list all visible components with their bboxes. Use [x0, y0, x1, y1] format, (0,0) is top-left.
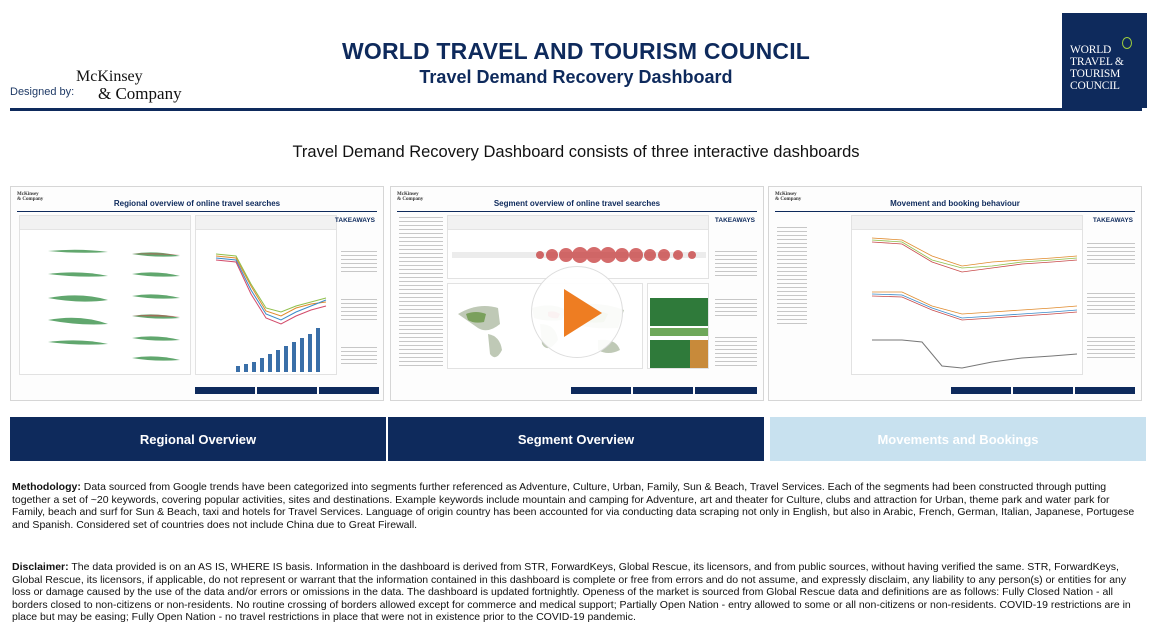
preview-treemap — [648, 284, 710, 370]
preview-takeaways-label: TAKEAWAYS — [334, 217, 375, 224]
preview-takeaway-text — [1087, 337, 1135, 359]
preview-nav-regional — [1013, 387, 1073, 394]
preview-logo: McKinsey & Company — [17, 192, 44, 202]
preview-title: Regional overview of online travel searches — [113, 199, 281, 208]
preview-logo: McKinsey & Company — [397, 192, 424, 202]
wttc-logo-line: TRAVEL & — [1070, 56, 1124, 68]
preview-logo: McKinsey & Company — [775, 192, 802, 202]
preview-divider — [397, 211, 757, 212]
wttc-logo-line: TOURISM — [1070, 68, 1121, 80]
preview-takeaways-label: TAKEAWAYS — [714, 217, 755, 224]
preview-takeaways-label: TAKEAWAYS — [1092, 217, 1133, 224]
preview-nav-regional — [633, 387, 693, 394]
disclaimer-text: The data provided is on an AS IS, WHERE IS basis. Information in the dashboard is derived from STR, ForwardKeys, Global Rescue, its licensors, and from public sources, without having verified the same. STR, ForwardKeys, Global Rescue, its licensors, if applicable, do not represent or warrant that the information contained in this dashboard is complete or free from errors and do not assume, and expressly disclaim, any liability to any person(s) or entities for any loss or damage caused by the use of the data and/or errors or omissions in the data. The dashboard is updated fortnightly. Openess of the market is sourced from Global Rescue data and definitions are as follows: Fully Closed Nation - all borders closed to non-citizens or non-residents. No routine crossing of borders allowed except for commerce and medical support; Partially Open Nation - entry allowed to some or all non-citizens or non-residents. COVID-19 restrictions are in place but may be easing; Fully Open Nation - no travel restrictions in place that were not in existence prior to the COVID-19 pandemic. — [12, 561, 1131, 624]
wttc-logo-line: COUNCIL — [1070, 80, 1120, 92]
page-title: WORLD TRAVEL AND TOURISM COUNCIL — [341, 38, 811, 64]
preview-multiline-chart — [852, 216, 1084, 376]
preview-takeaway-text — [341, 299, 377, 323]
preview-nav-movements — [695, 387, 757, 394]
preview-nav-home — [571, 387, 631, 394]
preview-takeaway-text — [715, 337, 757, 367]
preview-panel-treemap — [647, 283, 709, 369]
preview-panel-flights — [851, 215, 1083, 375]
preview-takeaway-text — [715, 299, 757, 319]
preview-nav-segment — [257, 387, 317, 394]
segment-overview-button[interactable]: Segment Overview — [388, 417, 764, 461]
preview-divider — [17, 211, 377, 212]
methodology-label: Methodology: — [12, 481, 81, 493]
wttc-logo — [1062, 13, 1147, 108]
preview-panel-region-trend — [19, 215, 191, 375]
preview-nav-home — [195, 387, 255, 394]
methodology-text: Data sourced from Google trends have been categorized into segments further referenced as Adventure, Culture, Urban, Family, Sun & Beach, Travel Services. Each of the segments had been constructed through putting together a set of ~20 keywords, covering popular activities, sites and destinations. Example keywords include mountain and camping for Adventure, art and theater for Culture, clubs and attraction for Urban, theme park and water park for Family, beach and surf for Sun & Beach, taxi and hotels for Travel Services. Language of origin country has been accounted for via conducting data scraping not only in English, but also in Arabic, French, German, Italian, Japanese, Portugese and Spanish. Considered set of countries does not include China due to Great Firewall. — [12, 481, 1135, 531]
disclaimer-paragraph — [12, 561, 1142, 624]
intro-text: Travel Demand Recovery Dashboard consists of three interactive dashboards — [292, 143, 860, 161]
preview-takeaway-text — [1087, 243, 1135, 267]
preview-line-chart — [196, 216, 338, 376]
preview-takeaway-text — [1087, 293, 1135, 317]
dashboard-preview-regional[interactable] — [10, 186, 384, 401]
preview-title: Movement and booking behaviour — [890, 199, 1020, 208]
preview-panel-search-evolution — [195, 215, 337, 375]
disclaimer-label: Disclaimer: — [12, 561, 69, 573]
movements-and-bookings-button[interactable]: Movements and Bookings — [770, 417, 1146, 461]
preview-nav-home — [951, 387, 1011, 394]
dashboard-preview-movements[interactable] — [768, 186, 1142, 401]
preview-region-filter — [777, 227, 807, 327]
mckinsey-logo-line1: McKinsey — [76, 68, 143, 85]
preview-region-chart — [20, 216, 192, 376]
preview-takeaway-text — [341, 251, 377, 275]
preview-title: Segment overview of online travel searches — [493, 199, 661, 208]
play-video-button[interactable] — [531, 266, 623, 358]
preview-segment-legend — [399, 217, 443, 367]
preview-takeaway-text — [715, 251, 757, 279]
methodology-paragraph — [12, 481, 1142, 531]
preview-nav-segment — [1075, 387, 1135, 394]
preview-takeaway-text — [341, 347, 377, 367]
play-icon — [564, 289, 602, 337]
mckinsey-logo-line2: & Company — [98, 84, 182, 103]
golf-ball-icon — [1122, 37, 1132, 49]
preview-nav-movements — [319, 387, 379, 394]
header-divider — [10, 108, 1142, 111]
wttc-logo-line: WORLD — [1070, 44, 1112, 56]
page-subtitle: Travel Demand Recovery Dashboard — [419, 67, 733, 87]
designed-by-label: Designed by: — [10, 86, 75, 98]
regional-overview-button[interactable]: Regional Overview — [10, 417, 386, 461]
preview-divider — [775, 211, 1135, 212]
